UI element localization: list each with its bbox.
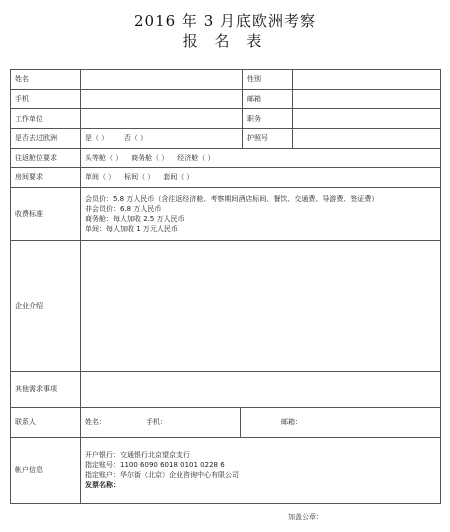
contact-label: 联系人 [11, 407, 81, 437]
account-line: 指定账户：华尔街（北京）企业咨询中心有限公司 [85, 471, 239, 480]
room-standard-option[interactable]: 标间（ ） [124, 173, 155, 182]
table-row [11, 128, 441, 148]
name-field[interactable] [81, 70, 243, 90]
company-intro-label: 企业介绍 [11, 241, 81, 371]
other-requirements-label: 其他需求事项 [11, 371, 81, 407]
room-options [81, 168, 441, 188]
contact-email-cell[interactable] [241, 407, 441, 437]
fee-details [81, 187, 441, 241]
room-suite-option[interactable]: 套间（ ） [163, 173, 194, 182]
account-line: 指定账号：1100 6090 6018 0101 0228 6 [85, 461, 225, 470]
table-row [11, 407, 441, 437]
visited-yes-option[interactable]: 是（ ） [85, 134, 109, 143]
contact-email-label: 邮箱： [281, 418, 302, 427]
contact-mobile-label: 手机： [146, 418, 168, 427]
form-subtitle: 报 名 表 [182, 32, 268, 50]
mobile-field[interactable] [81, 89, 243, 109]
table-row [11, 89, 441, 109]
cabin-label: 往返舱位要求 [11, 148, 81, 168]
visited-europe-options [81, 128, 243, 148]
contact-name-cell[interactable] [81, 407, 241, 437]
table-row [11, 371, 441, 407]
gender-field[interactable] [293, 70, 441, 90]
registration-table [10, 69, 441, 504]
fee-line: 商务舱：每人加收 2.5 万人民币 [85, 215, 185, 224]
fee-label: 收费标准 [11, 187, 81, 241]
passport-label: 护照号 [243, 128, 293, 148]
email-field[interactable] [293, 89, 441, 109]
room-single-option[interactable]: 单间（ ） [85, 173, 116, 182]
cabin-business-option[interactable]: 商务舱（ ） [131, 153, 169, 162]
position-label: 职务 [243, 109, 293, 129]
fee-line: 会员价：5.8 万人民币（含往返经济舱、考察期间酒店标间、餐饮、交通费、导游费、签证费） [85, 195, 379, 204]
table-row [11, 168, 441, 188]
table-row [11, 70, 441, 90]
account-label: 帐户信息 [11, 437, 81, 503]
name-label: 姓名 [11, 70, 81, 90]
mobile-label: 手机 [11, 89, 81, 109]
work-unit-field[interactable] [81, 109, 243, 129]
table-row [11, 148, 441, 168]
position-field[interactable] [293, 109, 441, 129]
gender-label: 性别 [243, 70, 293, 90]
form-title: 2016 年 3 月底欧洲考察 [133, 12, 317, 30]
official-seal-label: 加盖公章： [288, 513, 323, 521]
cabin-options [81, 148, 441, 168]
contact-name-label: 姓名： [85, 418, 106, 427]
table-row [11, 437, 441, 503]
account-line: 开户银行：交通银行北京望京支行 [85, 451, 190, 460]
room-label: 房间要求 [11, 168, 81, 188]
invoice-name-line: 发票名称： [85, 481, 120, 490]
cabin-first-option[interactable]: 头等舱（ ） [85, 153, 123, 162]
visited-europe-label: 是否去过欧洲 [11, 128, 81, 148]
table-row [11, 241, 441, 371]
passport-field[interactable] [293, 128, 441, 148]
table-row [11, 187, 441, 241]
fee-line: 单间：每人加收 1 万元人民币 [85, 225, 178, 234]
email-label: 邮箱 [243, 89, 293, 109]
other-requirements-field[interactable] [81, 371, 441, 407]
account-details [81, 437, 441, 503]
company-intro-field[interactable] [81, 241, 441, 371]
visited-no-option[interactable]: 否（ ） [123, 134, 148, 143]
work-unit-label: 工作单位 [11, 109, 81, 129]
table-row [11, 109, 441, 129]
cabin-economy-option[interactable]: 经济舱（ ） [177, 153, 215, 162]
fee-line: 非会员价：6.8 万人民币 [85, 205, 162, 214]
